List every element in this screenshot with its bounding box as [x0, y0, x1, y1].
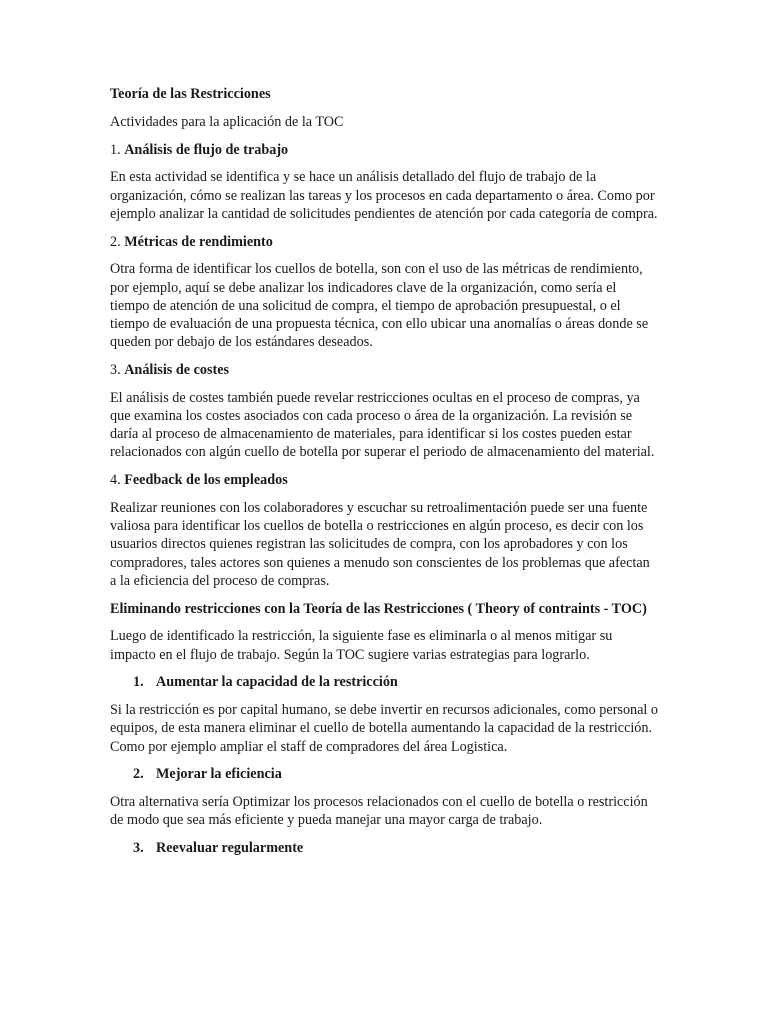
strategy-heading	[110, 765, 658, 783]
section-number: 2.	[110, 233, 121, 250]
section-heading	[110, 361, 658, 379]
elimination-intro: Luego de identificado la restricción, la siguiente fase es eliminarla o al menos mitigar su impacto en el flujo de trabajo. Según la TOC sugiere varias estrategias para lograrlo.	[110, 628, 613, 663]
section-number: 4.	[110, 472, 121, 489]
section-title: Análisis de flujo de trabajo	[124, 141, 289, 158]
elimination-heading: Eliminando restricciones con la Teoría de las Restricciones ( Theory of contraints - TOC)	[110, 600, 647, 617]
strategy-title: Reevaluar regularmente	[156, 840, 304, 857]
section-body: El análisis de costes también puede revelar restricciones ocultas en el proceso de compras, ya que examina los costes asociados con cada proceso o área de la organización. La revisión se daría al proceso de almacenamiento de materiales, para identificar si los costes pueden estar relacionados con algún cuello de botella por superar el periodo de almacenamiento del material.	[110, 389, 655, 461]
section-body: Otra forma de identificar los cuellos de botella, son con el uso de las métricas de rendimiento, por ejemplo, aquí se debe analizar los indicadores clave de la organización, como sería el tiempo de atención de una solicitud de compra, el tiempo de aprobación presupuestal, o el tiempo de evaluación de una propuesta técnica, con ello ubicar una anomalías o áreas donde se queden por debajo de los estándares deseados.	[110, 261, 649, 351]
document-page	[110, 85, 658, 867]
strategy-heading	[110, 839, 658, 857]
section-title: Métricas de rendimiento	[124, 233, 273, 250]
strategy-heading	[110, 673, 658, 691]
strategy-body: Si la restricción es por capital humano, se debe invertir en recursos adicionales, como personal o equipos, de esta manera eliminar el cuello de botella aumentando la capacidad de la restricción. Como por ejemplo ampliar el staff de compradores del área Logistica.	[110, 702, 659, 755]
strategy-number: 3.	[133, 840, 144, 857]
section-body: Realizar reuniones con los colaboradores y escuchar su retroalimentación puede ser una fuente valiosa para identificar los cuellos de botella o restricciones en algún proceso, es decir con los usuarios directos quienes registran las solicitudes de compra, con los aprobadores y con los compradores, tales actores son quienes a menudo son conscientes de los problemas que afectan a la eficiencia del proceso de compras.	[110, 500, 650, 589]
strategy-number: 1.	[133, 674, 144, 691]
section-title: Feedback de los empleados	[124, 472, 288, 489]
section-title: Análisis de costes	[124, 362, 230, 378]
section-number: 3.	[110, 362, 121, 378]
strategy-number: 2.	[133, 766, 144, 783]
strategy-title: Mejorar la eficiencia	[156, 766, 282, 783]
section-body: En esta actividad se identifica y se hace un análisis detallado del flujo de trabajo de la organización, cómo se realizan las tareas y los procesos en cada departamento o área. Como por ejemplo analizar la cantidad de solicitudes pendientes de atención por cada categoría de compra.	[110, 169, 658, 222]
section-heading	[110, 471, 658, 489]
section-heading	[110, 233, 658, 251]
section-heading	[110, 141, 658, 159]
strategy-body: Otra alternativa sería Optimizar los procesos relacionados con el cuello de botella o restricción de modo que sea más eficiente y pueda manejar una mayor carga de trabajo.	[110, 794, 648, 829]
section-number: 1.	[110, 141, 121, 158]
document-title: Teoría de las Restricciones	[110, 86, 271, 102]
strategy-title: Aumentar la capacidad de la restricción	[156, 674, 398, 691]
intro-text: Actividades para la aplicación de la TOC	[110, 113, 344, 130]
